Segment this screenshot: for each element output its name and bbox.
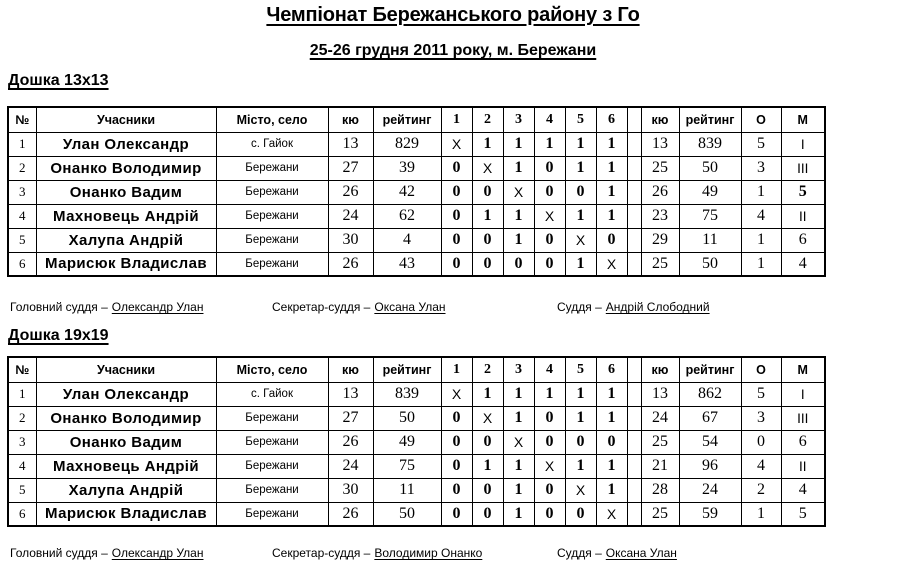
cell-kyu-before: 26 — [328, 252, 373, 276]
cell-rating-before: 49 — [373, 430, 441, 454]
cell-round-5: 1 — [565, 204, 596, 228]
cell-points: 1 — [741, 252, 781, 276]
cell-kyu-after: 13 — [641, 132, 679, 156]
cell-city: Бережани — [216, 156, 328, 180]
cell-number: 2 — [8, 406, 36, 430]
cell-round-5: 0 — [565, 502, 596, 526]
header-spacer — [627, 107, 641, 132]
cell-rating-before: 42 — [373, 180, 441, 204]
table-row — [8, 252, 825, 276]
cell-city: с. Гайок — [216, 382, 328, 406]
cell-kyu-after: 21 — [641, 454, 679, 478]
cell-round-1: 0 — [441, 252, 472, 276]
cell-rating-after: 50 — [679, 156, 741, 180]
cell-points: 3 — [741, 406, 781, 430]
cell-round-1: 0 — [441, 406, 472, 430]
header-round-2: 2 — [472, 357, 503, 382]
cell-rating-after: 839 — [679, 132, 741, 156]
cell-city: Бережани — [216, 180, 328, 204]
cell-round-2: 1 — [472, 132, 503, 156]
table-row — [8, 454, 825, 478]
cell-kyu-after: 13 — [641, 382, 679, 406]
header-participants: Учасники — [36, 107, 216, 132]
cell-participant: Улан Олександр — [36, 382, 216, 406]
cell-rating-before: 75 — [373, 454, 441, 478]
cell-round-4: 0 — [534, 180, 565, 204]
cell-rating-before: 50 — [373, 406, 441, 430]
header-points: О — [741, 357, 781, 382]
cell-round-2: X — [472, 406, 503, 430]
cell-points: 5 — [741, 382, 781, 406]
cell-round-3: 1 — [503, 502, 534, 526]
cell-spacer — [627, 228, 641, 252]
cell-rating-after: 59 — [679, 502, 741, 526]
board-heading-19x19: Дошка 19x19 — [8, 327, 109, 344]
header-place: М — [781, 107, 825, 132]
cell-round-4: 0 — [534, 228, 565, 252]
cell-points: 1 — [741, 180, 781, 204]
cell-city: Бережани — [216, 204, 328, 228]
cell-round-3: 1 — [503, 132, 534, 156]
cell-city: Бережани — [216, 454, 328, 478]
cell-round-6: 1 — [596, 132, 627, 156]
cell-place: 5 — [781, 502, 825, 526]
cell-city: Бережани — [216, 502, 328, 526]
cell-round-2: 1 — [472, 454, 503, 478]
cell-city: Бережани — [216, 430, 328, 454]
cell-round-4: 1 — [534, 382, 565, 406]
cell-kyu-before: 26 — [328, 430, 373, 454]
header-round-2: 2 — [472, 107, 503, 132]
results-table-19x19 — [7, 356, 826, 527]
header-participants: Учасники — [36, 357, 216, 382]
cell-round-6: 0 — [596, 228, 627, 252]
cell-participant: Онанко Володимир — [36, 156, 216, 180]
cell-kyu-after: 25 — [641, 502, 679, 526]
cell-points: 3 — [741, 156, 781, 180]
cell-kyu-after: 28 — [641, 478, 679, 502]
cell-rating-before: 839 — [373, 382, 441, 406]
cell-rating-after: 24 — [679, 478, 741, 502]
cell-kyu-after: 25 — [641, 430, 679, 454]
cell-round-4: 0 — [534, 406, 565, 430]
header-place: М — [781, 357, 825, 382]
cell-spacer — [627, 180, 641, 204]
header-round-3: 3 — [503, 357, 534, 382]
cell-round-6: 0 — [596, 430, 627, 454]
cell-spacer — [627, 502, 641, 526]
cell-round-5: 1 — [565, 252, 596, 276]
cell-round-6: 1 — [596, 382, 627, 406]
cell-round-2: 0 — [472, 430, 503, 454]
cell-round-3: X — [503, 430, 534, 454]
cell-rating-after: 11 — [679, 228, 741, 252]
cell-round-2: 0 — [472, 228, 503, 252]
cell-round-4: 0 — [534, 430, 565, 454]
cell-kyu-after: 25 — [641, 252, 679, 276]
table-row — [8, 132, 825, 156]
cell-round-4: 0 — [534, 156, 565, 180]
cell-kyu-after: 23 — [641, 204, 679, 228]
cell-rating-after: 50 — [679, 252, 741, 276]
board-heading-13x13: Дошка 13x13 — [8, 72, 109, 89]
cell-number: 5 — [8, 478, 36, 502]
cell-city: Бережани — [216, 228, 328, 252]
cell-participant: Махновець Андрій — [36, 204, 216, 228]
header-round-4: 4 — [534, 357, 565, 382]
header-round-6: 6 — [596, 357, 627, 382]
cell-round-6: 1 — [596, 180, 627, 204]
cell-round-1: 0 — [441, 478, 472, 502]
cell-points: 1 — [741, 228, 781, 252]
table-row — [8, 478, 825, 502]
cell-rating-before: 43 — [373, 252, 441, 276]
cell-round-1: 0 — [441, 156, 472, 180]
cell-rating-before: 4 — [373, 228, 441, 252]
header-city: Місто, село — [216, 357, 328, 382]
cell-round-5: 1 — [565, 406, 596, 430]
header-kyu-after: кю — [641, 357, 679, 382]
cell-kyu-before: 24 — [328, 204, 373, 228]
cell-round-1: X — [441, 132, 472, 156]
cell-round-5: 0 — [565, 180, 596, 204]
cell-number: 3 — [8, 430, 36, 454]
cell-round-2: 0 — [472, 478, 503, 502]
cell-place: I — [781, 132, 825, 156]
cell-round-3: 1 — [503, 454, 534, 478]
cell-round-5: 1 — [565, 132, 596, 156]
cell-rating-after: 75 — [679, 204, 741, 228]
cell-place: 5 — [781, 180, 825, 204]
cell-number: 1 — [8, 382, 36, 406]
header-round-5: 5 — [565, 107, 596, 132]
header-rating-after: рейтинг — [679, 107, 741, 132]
cell-kyu-before: 27 — [328, 406, 373, 430]
cell-round-3: 0 — [503, 252, 534, 276]
judge-name: Олександр Улан — [111, 300, 204, 314]
cell-kyu-before: 30 — [328, 478, 373, 502]
table-row — [8, 180, 825, 204]
cell-place: II — [781, 204, 825, 228]
cell-participant: Онанко Вадим — [36, 430, 216, 454]
cell-rating-before: 39 — [373, 156, 441, 180]
cell-round-2: 0 — [472, 502, 503, 526]
judges-line-13x13 — [0, 300, 906, 316]
table-row — [8, 204, 825, 228]
cell-spacer — [627, 382, 641, 406]
cell-participant: Онанко Вадим — [36, 180, 216, 204]
cell-spacer — [627, 204, 641, 228]
cell-participant: Махновець Андрій — [36, 454, 216, 478]
cell-round-2: 1 — [472, 204, 503, 228]
cell-number: 6 — [8, 252, 36, 276]
cell-spacer — [627, 252, 641, 276]
cell-kyu-before: 27 — [328, 156, 373, 180]
cell-participant: Марисюк Владислав — [36, 252, 216, 276]
cell-round-6: 1 — [596, 406, 627, 430]
cell-round-6: 1 — [596, 454, 627, 478]
cell-place: I — [781, 382, 825, 406]
header-number: № — [8, 357, 36, 382]
header-round-1: 1 — [441, 357, 472, 382]
cell-points: 5 — [741, 132, 781, 156]
cell-round-1: 0 — [441, 502, 472, 526]
cell-rating-before: 62 — [373, 204, 441, 228]
cell-round-4: 0 — [534, 478, 565, 502]
header-spacer — [627, 357, 641, 382]
cell-rating-after: 67 — [679, 406, 741, 430]
judge-label: Суддя – — [557, 546, 602, 560]
judge-entry — [10, 300, 203, 314]
cell-round-2: X — [472, 156, 503, 180]
cell-spacer — [627, 478, 641, 502]
cell-kyu-after: 24 — [641, 406, 679, 430]
table-row — [8, 502, 825, 526]
cell-city: Бережани — [216, 252, 328, 276]
cell-rating-after: 862 — [679, 382, 741, 406]
judge-entry — [557, 546, 677, 560]
cell-points: 4 — [741, 454, 781, 478]
cell-points: 2 — [741, 478, 781, 502]
judge-label: Секретар-суддя – — [272, 546, 371, 560]
judge-label: Секретар-суддя – — [272, 300, 371, 314]
judge-label: Головний суддя – — [10, 546, 108, 560]
header-rating-after: рейтинг — [679, 357, 741, 382]
cell-points: 4 — [741, 204, 781, 228]
cell-participant: Онанко Володимир — [36, 406, 216, 430]
cell-rating-after: 49 — [679, 180, 741, 204]
table-row — [8, 406, 825, 430]
judge-name: Оксана Улан — [605, 546, 677, 560]
cell-kyu-after: 25 — [641, 156, 679, 180]
cell-round-6: 1 — [596, 478, 627, 502]
cell-place: II — [781, 454, 825, 478]
header-round-5: 5 — [565, 357, 596, 382]
judges-line-19x19 — [0, 546, 906, 562]
cell-spacer — [627, 132, 641, 156]
cell-kyu-after: 29 — [641, 228, 679, 252]
cell-round-2: 0 — [472, 252, 503, 276]
header-kyu-before: кю — [328, 357, 373, 382]
header-kyu-after: кю — [641, 107, 679, 132]
cell-number: 5 — [8, 228, 36, 252]
cell-place: 4 — [781, 478, 825, 502]
cell-spacer — [627, 406, 641, 430]
cell-round-4: 1 — [534, 132, 565, 156]
cell-round-6: X — [596, 252, 627, 276]
cell-kyu-before: 30 — [328, 228, 373, 252]
header-round-4: 4 — [534, 107, 565, 132]
cell-round-3: 1 — [503, 204, 534, 228]
cell-rating-after: 54 — [679, 430, 741, 454]
judge-label: Головний суддя – — [10, 300, 108, 314]
cell-round-5: 1 — [565, 156, 596, 180]
cell-number: 3 — [8, 180, 36, 204]
cell-round-1: 0 — [441, 204, 472, 228]
judge-entry — [272, 546, 482, 560]
cell-kyu-before: 13 — [328, 132, 373, 156]
results-table-13x13 — [7, 106, 826, 277]
cell-round-1: 0 — [441, 180, 472, 204]
cell-rating-after: 96 — [679, 454, 741, 478]
cell-points: 0 — [741, 430, 781, 454]
cell-spacer — [627, 430, 641, 454]
judge-name: Оксана Улан — [374, 300, 446, 314]
cell-round-5: 0 — [565, 430, 596, 454]
table-row — [8, 382, 825, 406]
header-round-6: 6 — [596, 107, 627, 132]
header-kyu-before: кю — [328, 107, 373, 132]
cell-participant: Улан Олександр — [36, 132, 216, 156]
cell-round-3: 1 — [503, 478, 534, 502]
cell-points: 1 — [741, 502, 781, 526]
page-title: Чемпіонат Бережанського району з Го — [266, 4, 640, 26]
cell-round-2: 1 — [472, 382, 503, 406]
cell-round-3: 1 — [503, 382, 534, 406]
cell-round-4: X — [534, 454, 565, 478]
cell-round-1: 0 — [441, 430, 472, 454]
cell-number: 1 — [8, 132, 36, 156]
cell-rating-before: 50 — [373, 502, 441, 526]
cell-round-2: 0 — [472, 180, 503, 204]
cell-place: 4 — [781, 252, 825, 276]
cell-round-4: X — [534, 204, 565, 228]
cell-round-5: 1 — [565, 382, 596, 406]
cell-city: Бережани — [216, 478, 328, 502]
header-round-3: 3 — [503, 107, 534, 132]
cell-place: 6 — [781, 228, 825, 252]
cell-city: с. Гайок — [216, 132, 328, 156]
cell-kyu-before: 13 — [328, 382, 373, 406]
cell-kyu-before: 26 — [328, 180, 373, 204]
cell-round-5: X — [565, 478, 596, 502]
cell-place: III — [781, 156, 825, 180]
cell-round-6: 1 — [596, 156, 627, 180]
cell-rating-before: 11 — [373, 478, 441, 502]
cell-round-1: 0 — [441, 454, 472, 478]
cell-number: 6 — [8, 502, 36, 526]
cell-kyu-after: 26 — [641, 180, 679, 204]
cell-round-1: 0 — [441, 228, 472, 252]
cell-participant: Халупа Андрій — [36, 478, 216, 502]
cell-round-6: X — [596, 502, 627, 526]
judge-entry — [10, 546, 203, 560]
cell-round-6: 1 — [596, 204, 627, 228]
judge-label: Суддя – — [557, 300, 602, 314]
page-subtitle: 25-26 грудня 2011 року, м. Бережани — [309, 42, 597, 59]
cell-number: 4 — [8, 454, 36, 478]
judge-name: Олександр Улан — [111, 546, 204, 560]
header-city: Місто, село — [216, 107, 328, 132]
header-rating-before: рейтинг — [373, 357, 441, 382]
cell-rating-before: 829 — [373, 132, 441, 156]
cell-kyu-before: 26 — [328, 502, 373, 526]
judge-name: Володимир Онанко — [374, 546, 483, 560]
table-row — [8, 156, 825, 180]
cell-participant: Марисюк Владислав — [36, 502, 216, 526]
cell-number: 4 — [8, 204, 36, 228]
cell-round-1: X — [441, 382, 472, 406]
cell-round-5: 1 — [565, 454, 596, 478]
header-round-1: 1 — [441, 107, 472, 132]
header-rating-before: рейтинг — [373, 107, 441, 132]
cell-round-5: X — [565, 228, 596, 252]
cell-round-3: 1 — [503, 228, 534, 252]
cell-kyu-before: 24 — [328, 454, 373, 478]
cell-city: Бережани — [216, 406, 328, 430]
cell-round-3: 1 — [503, 406, 534, 430]
cell-round-3: 1 — [503, 156, 534, 180]
cell-round-4: 0 — [534, 252, 565, 276]
judge-name: Андрій Слободний — [605, 300, 710, 314]
table-row — [8, 430, 825, 454]
cell-round-3: X — [503, 180, 534, 204]
cell-place: III — [781, 406, 825, 430]
header-number: № — [8, 107, 36, 132]
cell-round-4: 0 — [534, 502, 565, 526]
cell-spacer — [627, 454, 641, 478]
header-points: О — [741, 107, 781, 132]
cell-participant: Халупа Андрій — [36, 228, 216, 252]
cell-number: 2 — [8, 156, 36, 180]
cell-spacer — [627, 156, 641, 180]
judge-entry — [272, 300, 446, 314]
table-row — [8, 228, 825, 252]
cell-place: 6 — [781, 430, 825, 454]
judge-entry — [557, 300, 710, 314]
